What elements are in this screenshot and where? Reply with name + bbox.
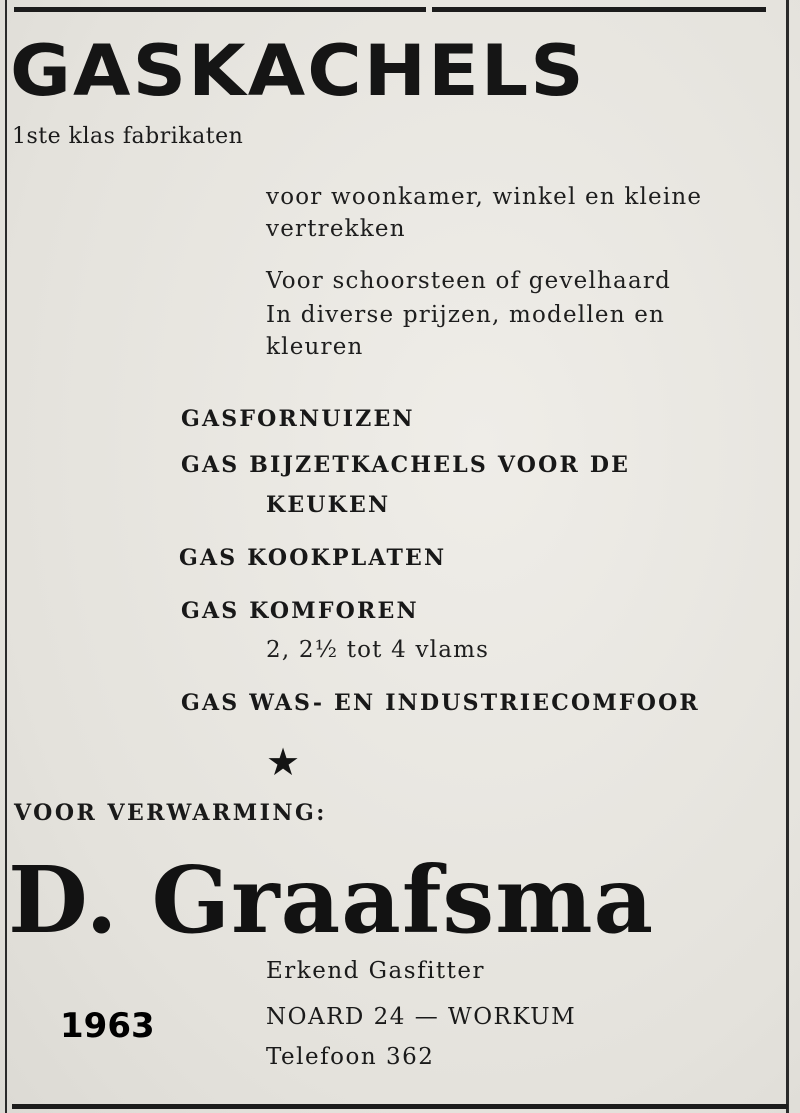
product-bijzetkachels-line-2: KEUKEN <box>266 492 391 518</box>
star-icon: ★ <box>266 740 301 784</box>
description-line-3: Voor schoorsteen of gevelhaard <box>266 268 671 294</box>
product-komforen-detail: 2, 2½ tot 4 vlams <box>266 637 490 663</box>
company-address: NOARD 24 — WORKUM <box>266 1004 577 1030</box>
product-gasfornuizen: GASFORNUIZEN <box>181 406 415 432</box>
bottom-rule <box>12 1104 788 1109</box>
company-phone: Telefoon 362 <box>266 1044 435 1070</box>
year-label: 1963 <box>60 1006 155 1046</box>
top-rule-right <box>432 7 766 12</box>
description-line-5: kleuren <box>266 334 364 360</box>
company-role: Erkend Gasfitter <box>266 958 486 984</box>
top-rule-left <box>14 7 426 12</box>
product-kookplaten: GAS KOOKPLATEN <box>179 545 447 571</box>
product-komforen: GAS KOMFOREN <box>181 598 419 624</box>
headline: GASKACHELS <box>10 30 586 112</box>
right-border <box>786 0 789 1113</box>
subheadline: 1ste klas fabrikaten <box>12 124 244 149</box>
tagline: VOOR VERWARMING: <box>14 800 327 826</box>
description-line-2: vertrekken <box>266 216 406 242</box>
description-line-4: In diverse prijzen, modellen en <box>266 302 666 328</box>
product-bijzetkachels-line-1: GAS BIJZETKACHELS VOOR DE <box>181 452 631 478</box>
description-line-1: voor woonkamer, winkel en kleine <box>266 184 703 210</box>
left-border <box>5 0 7 1113</box>
company-name: D. Graafsma <box>8 846 655 954</box>
product-industriecomfoor: GAS WAS- EN INDUSTRIECOMFOOR <box>181 690 700 716</box>
